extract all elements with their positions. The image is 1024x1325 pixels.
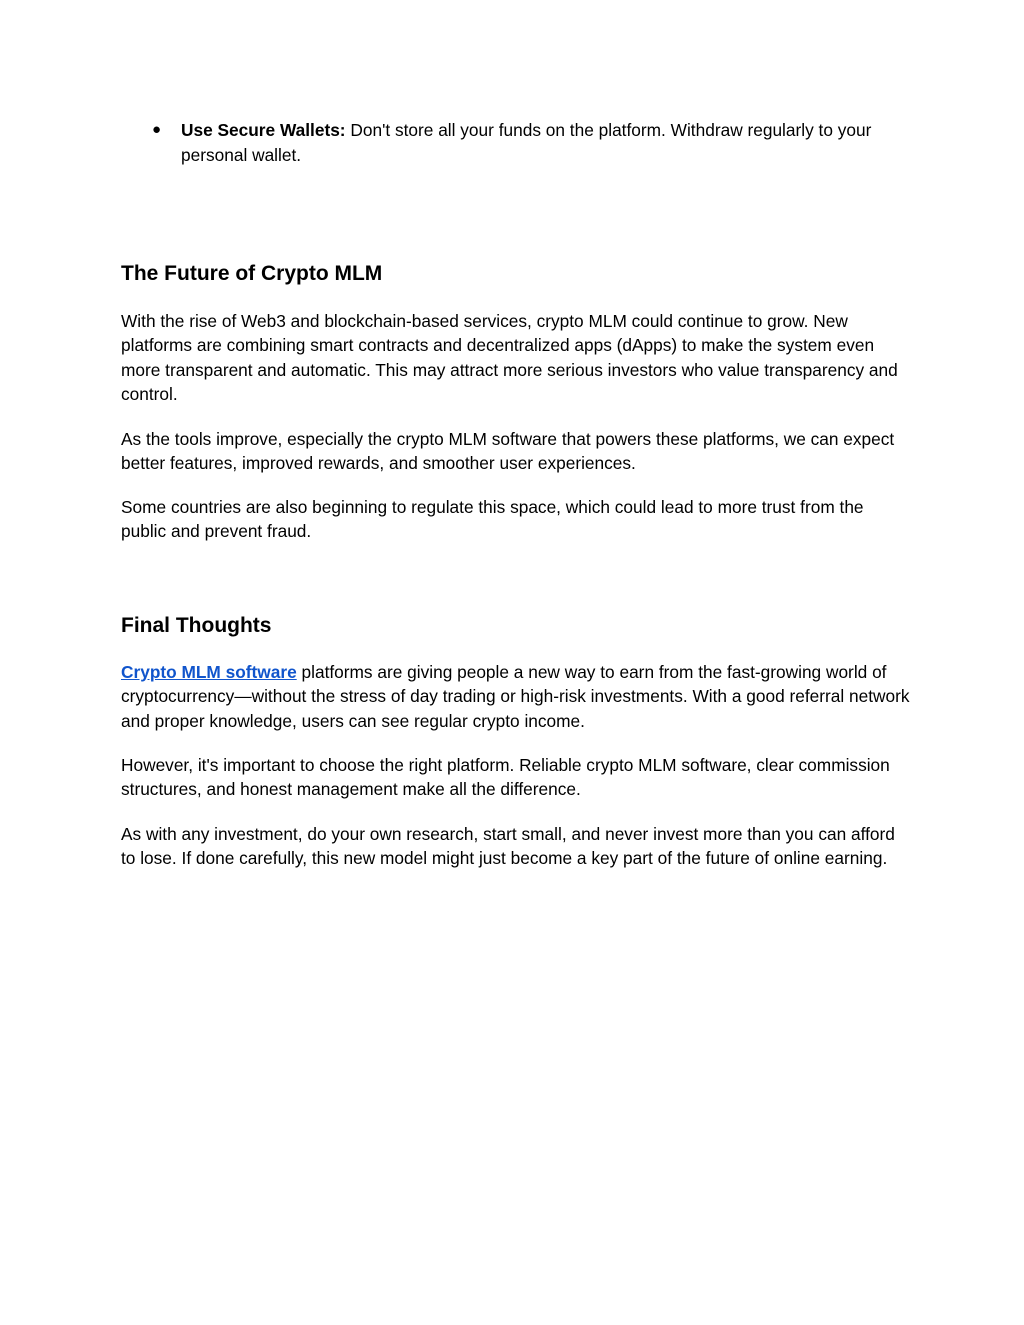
paragraph-future-2-wrap [121, 427, 911, 476]
paragraph-final-1 [121, 660, 911, 733]
heading-final: Final Thoughts [121, 614, 272, 637]
paragraph-final-2: However, it's important to choose the right platform. Reliable crypto MLM software, clear commission structures, and honest management make all the difference. [121, 755, 890, 800]
section-final [121, 612, 911, 640]
paragraph-future-3-wrap [121, 495, 911, 544]
crypto-mlm-software-link[interactable]: Crypto MLM software [121, 662, 297, 682]
paragraph-final-2-wrap [121, 753, 911, 802]
paragraph-future-1: With the rise of Web3 and blockchain-based services, crypto MLM could continue to grow. New platforms are combining smart contracts and decentralized apps (dApps) to make the system even more transparent and automatic. This may attract more serious investors who value transparency and control. [121, 311, 898, 404]
paragraph-final-3: As with any investment, do your own research, start small, and never invest more than you can afford to lose. If done carefully, this new model might just become a key part of the future of online earning. [121, 824, 895, 869]
bullet-text [181, 118, 896, 167]
paragraph-future-1-wrap [121, 309, 911, 406]
paragraph-future-3: Some countries are also beginning to regulate this space, which could lead to more trust from the public and prevent fraud. [121, 497, 864, 542]
paragraph-final-3-wrap [121, 822, 911, 871]
paragraph-final-1-wrap [121, 660, 911, 733]
bullet-body: Don't store all your funds on the platform. Withdraw regularly to your personal wallet. [181, 120, 872, 165]
heading-future: The Future of Crypto MLM [121, 262, 383, 285]
bullet-marker: ● [152, 121, 162, 138]
paragraph-future-2: As the tools improve, especially the crypto MLM software that powers these platforms, we can expect better features, improved rewards, and smoother user experiences. [121, 429, 895, 474]
bullet-label: Use Secure Wallets: [181, 120, 346, 140]
section-future [121, 260, 911, 288]
paragraph-final-1-text: platforms are giving people a new way to earn from the fast-growing world of cryptocurrency—without the stress of day trading or high-risk investments. With a good referral network and proper knowledge, users can see regular crypto income. [121, 662, 910, 731]
